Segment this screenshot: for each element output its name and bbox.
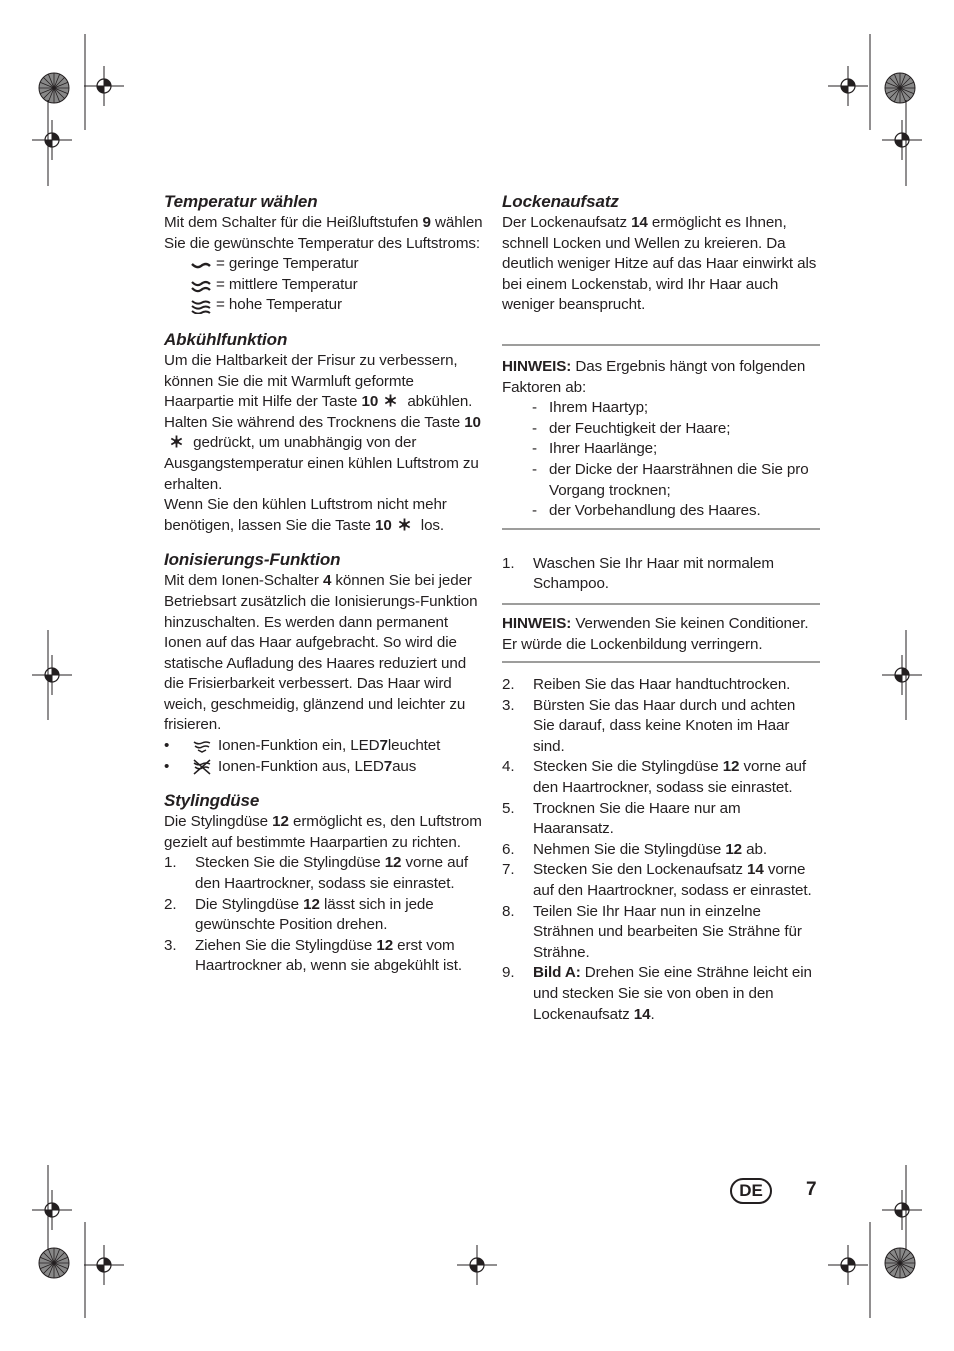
locken-step-1 — [502, 554, 820, 595]
language-badge: DE — [730, 1178, 772, 1204]
list-item: 7. Stecken Sie den Lockenaufsatz 14 vorne auf den Haartrockner, sodass er einrastet. — [502, 861, 812, 900]
list-item: 3. Bürsten Sie das Haar durch und achten Sie darauf, dass keine Knoten im Haar sind. — [502, 696, 796, 755]
cool-p1: Um die Haltbarkeit der Frisur zu verbessern, können Sie die mit Warmluft geformte Haarpartie mit Hilfe der Taste 10 abkühlen. — [164, 351, 473, 411]
styling-heading: Stylingdüse — [164, 791, 260, 811]
list-item: - der Dicke der Haarsträhnen die Sie pro Vorgang trocknen; — [532, 460, 809, 499]
hint1-list — [502, 398, 820, 522]
reg-mark — [32, 120, 72, 160]
reg-mark — [882, 655, 922, 695]
reg-mark — [882, 120, 922, 160]
snowflake-icon — [170, 435, 183, 448]
list-item: 9. Bild A: Drehen Sie eine Strähne leicht ein und stecken Sie sie von oben in den Lockenaufsatz 14. — [502, 964, 812, 1023]
reg-mark — [32, 655, 72, 695]
wave-low-icon — [190, 256, 212, 272]
list-item: 2. Reiben Sie das Haar handtuchtrocken. — [502, 676, 791, 694]
hint2: HINWEIS: Verwenden Sie keinen Conditioner. Er würde die Lockenbildung verringern. — [502, 614, 809, 653]
ion-heading: Ionisierungs-Funktion — [164, 550, 341, 570]
hint1: HINWEIS: Das Ergebnis hängt von folgenden Faktoren ab: — [502, 357, 806, 396]
wave-mid-icon — [190, 277, 212, 293]
ion-off-icon — [192, 759, 212, 775]
wave-high-icon — [190, 298, 212, 314]
reg-mark — [84, 66, 124, 106]
list-item: 8. Teilen Sie Ihr Haar nun in einzelne Strähnen und bearbeiten Sie Strähne für Strähne. — [502, 902, 802, 961]
star-mark — [885, 1248, 915, 1278]
list-item: - der Feuchtigkeit der Haare; — [532, 419, 731, 437]
list-item: 4. Stecken Sie die Stylingdüse 12 vorne auf den Haartrockner, sodass sie einrastet. — [502, 758, 806, 797]
reg-mark — [457, 1245, 497, 1285]
divider — [502, 528, 820, 530]
list-item: - der Vorbehandlung des Haares. — [532, 502, 761, 520]
cool-heading: Abkühlfunktion — [164, 329, 288, 349]
temp-low: = geringe Temperatur — [164, 254, 486, 275]
snowflake-icon — [398, 518, 411, 531]
page-number: 7 — [806, 1179, 817, 1200]
temp-high: = hohe Temperatur — [164, 295, 486, 316]
cool-p3: Wenn Sie den kühlen Luftstrom nicht mehr benötigen, lassen Sie die Taste 10 los. — [164, 496, 447, 534]
list-item: 5. Trocknen Sie die Haare nur am Haaransatz. — [502, 799, 741, 838]
snowflake-icon — [384, 394, 397, 407]
locken-p1: Der Lockenaufsatz 14 ermöglicht es Ihnen, schnell Locken und Wellen zu kreieren. Da deutlich weniger Hitze auf das Haar einwirkt als bei einem Lockenstab, wird Ihr Haar auch weniger beansprucht. — [502, 214, 817, 314]
reg-mark — [32, 1190, 72, 1230]
divider — [502, 603, 820, 605]
list-item: 1. Stecken Sie die Stylingdüse 12 vorne auf den Haartrockner, sodass sie einrastet. — [164, 854, 468, 893]
styling-p1: Die Stylingdüse 12 ermöglicht es, den Luftstrom gezielt auf bestimmte Haarpartien zu richten. — [164, 813, 482, 851]
list-item: 2. Die Stylingdüse 12 lässt sich in jede gewünschte Position drehen. — [164, 895, 434, 934]
list-item: - Ihrer Haarlänge; — [532, 440, 658, 458]
list-item: 6. Nehmen Sie die Stylingdüse 12 ab. — [502, 840, 767, 858]
cool-p2: Halten Sie während des Trocknens die Taste 10 gedrückt, um unabhängig von der Ausgangstemperatur einen kühlen Luftstrom zu erhalten. — [164, 413, 481, 493]
divider — [502, 661, 820, 663]
styling-steps — [164, 853, 486, 977]
reg-mark — [828, 1245, 868, 1285]
temp-mid: = mittlere Temperatur — [164, 275, 486, 296]
ion-on-icon — [192, 739, 212, 753]
star-mark — [885, 73, 915, 103]
left-column — [164, 190, 486, 977]
list-item: 1. Waschen Sie Ihr Haar mit normalem Schampoo. — [502, 554, 774, 593]
ion-bullet-off: • Ionen-Funktion aus, LED 7 aus — [164, 757, 417, 775]
star-mark — [39, 73, 69, 103]
ion-bullet-on: • Ionen-Funktion ein, LED 7 leuchtet — [164, 737, 441, 755]
reg-mark — [84, 1245, 124, 1285]
reg-mark — [828, 66, 868, 106]
list-item: 3. Ziehen Sie die Stylingdüse 12 erst vom Haartrockner ab, wenn sie abgekühlt ist. — [164, 936, 462, 975]
right-column — [502, 190, 820, 1025]
divider — [502, 344, 820, 346]
reg-mark — [882, 1190, 922, 1230]
locken-steps — [502, 675, 820, 1025]
star-mark — [39, 1248, 69, 1278]
temp-heading: Temperatur wählen — [164, 192, 318, 211]
temp-text: Mit dem Schalter für die Heißluftstufen 9 wählen Sie die gewünschte Temperatur des Luftstroms: — [164, 214, 483, 252]
ion-p1: Mit dem Ionen-Schalter 4 können Sie bei jeder Betriebsart zusätzlich die Ionisierungs-Funktion hinzuschalten. Es werden dann permanent Ionen auf das Haar aufgebracht. So wird die statische Aufladung des Haares reduziert und die Frisierbarkeit verbessert. Das Haar wird weich, geschmeidig, glänzend und leichter zu frisieren. — [164, 572, 478, 734]
locken-heading: Lockenaufsatz — [502, 192, 619, 211]
list-item: - Ihrem Haartyp; — [532, 399, 649, 417]
